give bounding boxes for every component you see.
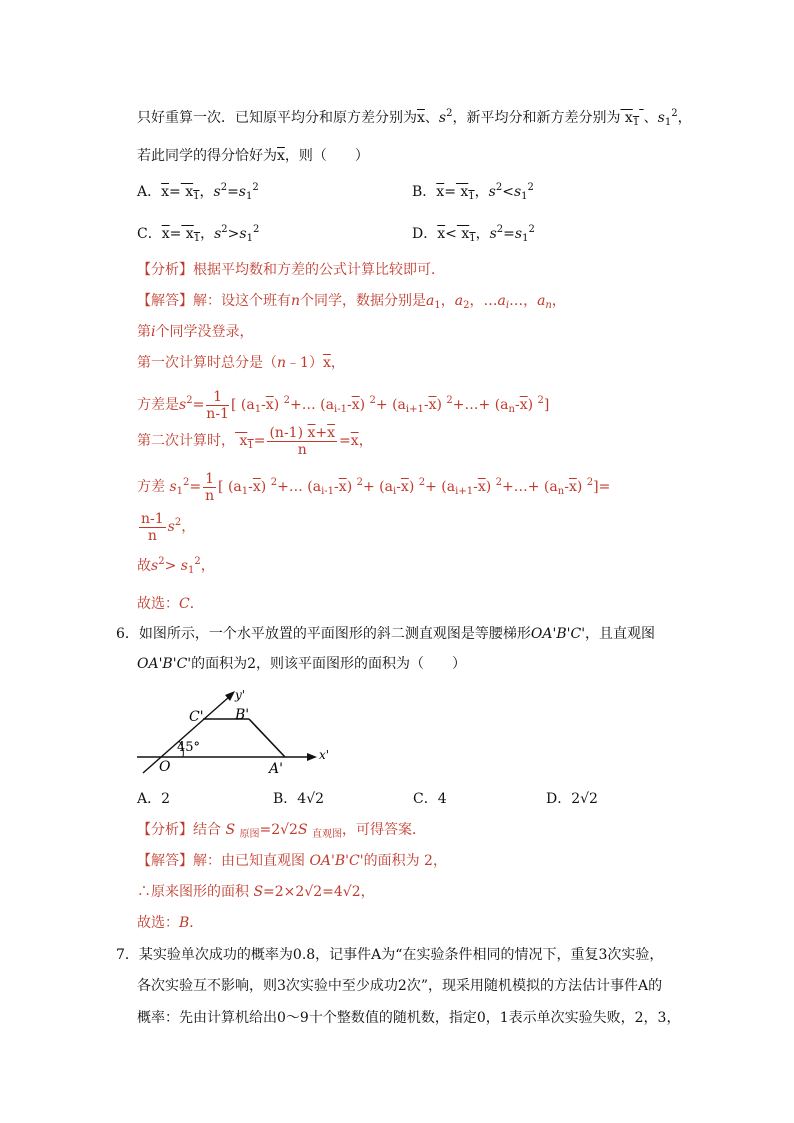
q7-line1: 7．某实验单次成功的概率为0.8，记事件A为“在实验条件相同的情况下，重复3次实验， [116, 947, 664, 963]
q5-analysis [137, 260, 445, 280]
q6-stem-line1: 6．如图所示，一个水平放置的平面图形的斜二测直观图是等腰梯形OA'B'C'，且直观图 [116, 626, 656, 642]
label-y: y' [235, 688, 246, 702]
analysis-tag: 【分析】 [137, 262, 193, 278]
q6-stem-line2: OA'B'C'的面积为2，则该平面图形的面积为（ ） [137, 656, 467, 672]
label-a: A' [269, 761, 283, 777]
q6-analysis: 【分析】结合 S $_{原图}$=2√2S $_{直观图}$，可得答案． [137, 822, 427, 840]
q5-sol-line7: $\frac{n-1}{n}$ $s^2$， [141, 510, 196, 544]
q5-solution: 【解答】解：设这个班有n个同学，数据分别是$a_1$，$a_2$，$\dots a_i\dots$，$a_n$， [137, 293, 566, 311]
label-c: C' [189, 709, 204, 725]
q5-option-c: C．$\overline{x}= x_1$，$s^2>s_1^2$ [137, 224, 260, 244]
q5-choice: 故选：C． [137, 596, 204, 612]
q6-option-b: B．4√2 [273, 791, 325, 807]
q6-solution: 【解答】解：由已知直观图 OA'B'C'的面积为 2， [137, 853, 447, 869]
q5-sol-line6: 方差 $s_1^2=$ $\frac{1}{n}$ [ $(a_1-\overline{x})$ $^2$+… $(a_{i-1}-\overline{x})$ $^2+ (a_i-\overline{x})$ $^2+ (a_{i+1}-\overline{x})$ $^2$+…+ $(a_n-\overline{x})$ $^2$]= [137, 470, 611, 504]
q5-option-d: D．$\overline{x}< x_1$，$s^2=s_1^2$ [412, 224, 535, 244]
q6-option-d: D．2√2 [546, 791, 598, 807]
q5-line2: 若此同学的得分恰好为$\overline{x}$，则（ ） [137, 148, 369, 164]
q5-sol-line8: 故$s^2> s_1^2$， [137, 556, 215, 576]
q6-option-a: A．2 [137, 791, 171, 807]
q7-line3: 概率：先由计算机给出0～9十个整数值的随机数，指定0，1表示单次实验失败，2，3， [137, 1010, 681, 1026]
y-axis-line [143, 697, 229, 773]
q7-line2: 各次实验互不影响，则3次实验中至少成功2次”，现采用随机模拟的方法估计事件A的 [137, 978, 663, 994]
label-b: B' [235, 707, 250, 723]
analysis-tag: 【分析】 [137, 822, 193, 838]
solution-tag: 【解答】 [137, 853, 193, 869]
q5-option-b: B．$\overline{x}= x_1$，$s^2<s_1^2$ [412, 182, 534, 202]
label-angle: 45° [177, 740, 201, 755]
q5-sol-line3: 第一次计算时总分是$(n﹣1)\overline{x}$， [137, 355, 345, 371]
oblique-trapezoid-figure [135, 685, 335, 777]
q5-option-a: A．$\overline{x}= x_1$，$s^2=s_1^2$ [137, 182, 259, 202]
label-x: x' [319, 748, 330, 762]
q5-sol-line4: 方差是$s^2=$ $\frac{1}{n-1}$ [ $(a_1-\overline{x})$ $^2$+… $(a_{i-1}-\overline{x})$ $^2+ (a_{i+1}-\overline{x})$ $^2$+…+ $(a_n-\overline{x})$ $^2$] [137, 388, 550, 422]
q5-line1: 只好重算一次．已知原平均分和原方差分别为$\overline{x}$、$s^2$，新平均分和新方差分别为 $x_1$ 、$s_1^2$， [137, 108, 692, 128]
solution-tag: 【解答】 [137, 293, 193, 309]
q6-choice: 故选：B． [137, 915, 204, 931]
q6-option-c: C．4 [413, 791, 447, 807]
q5-sol-line5: 第二次计算时， $x_1=$ $\frac{(n-1) \overline{x}+\overline{x}}{n}$ $=\overline{x}$， [137, 424, 373, 458]
edge-ba [249, 719, 285, 757]
q6-sol-line2: ∴原来图形的面积 S=2×2√2=4√2， [137, 884, 375, 900]
label-o: O [159, 759, 171, 775]
q5-sol-line2: 第i个同学没登录， [137, 324, 254, 340]
analysis-text: 根据平均数和方差的公式计算比较即可． [193, 262, 445, 278]
x-axis-arrow [307, 753, 317, 761]
